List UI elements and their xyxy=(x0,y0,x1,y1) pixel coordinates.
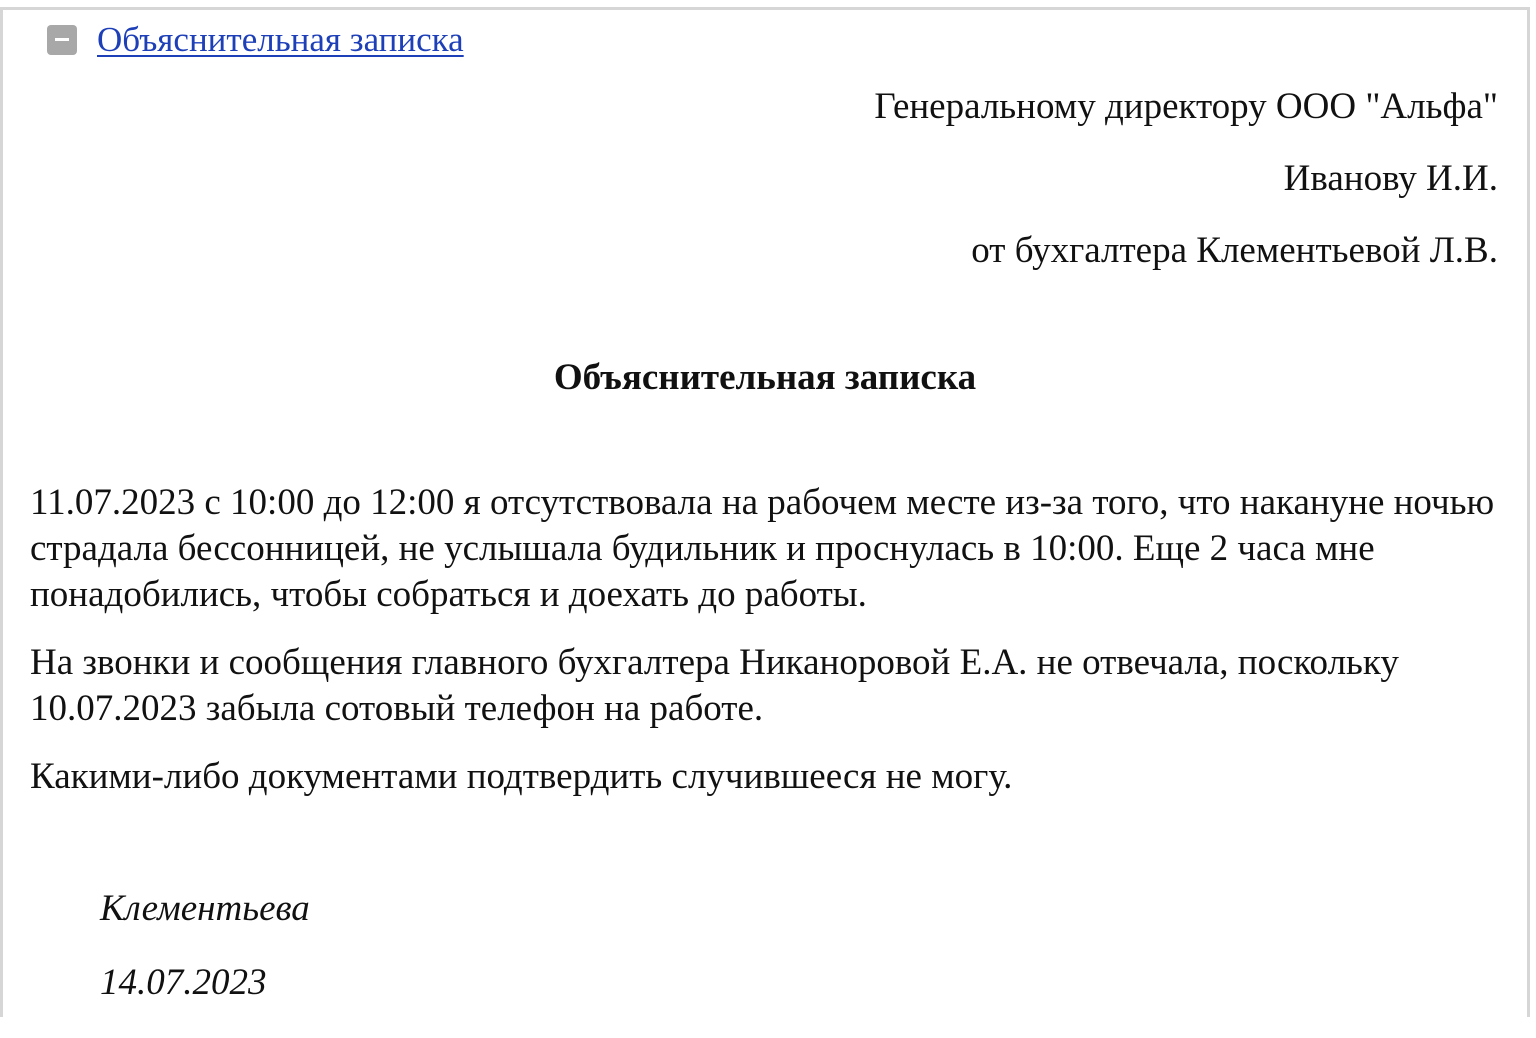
section-title-link[interactable]: Объяснительная записка xyxy=(97,20,464,59)
section-header[interactable] xyxy=(47,20,464,60)
body-paragraph-1: 11.07.2023 с 10:00 до 12:00 я отсутствовала на рабочем месте из-за того, что накануне ночью страдала бессонницей, не услышала будильник и проснулась в 10:00. Еще 2 часа мне понадобились, чтобы собраться и доехать до работы. xyxy=(30,482,1495,615)
signature-name: Клементьева xyxy=(100,888,310,929)
signature-block xyxy=(100,890,310,1038)
signature-date: 14.07.2023 xyxy=(100,962,267,1003)
addressee-line-3: от бухгалтера Клементьевой Л.В. xyxy=(971,230,1498,271)
collapse-minus-icon[interactable] xyxy=(47,25,77,55)
body-paragraph-2: На звонки и сообщения главного бухгалтера Никаноровой Е.А. не отвечала, поскольку 10.07.2023 забыла сотовый телефон на работе. xyxy=(30,642,1399,729)
body-paragraph-3: Какими-либо документами подтвердить случившееся не могу. xyxy=(30,756,1013,797)
document-title: Объяснительная записка xyxy=(553,357,977,398)
addressee-block xyxy=(874,88,1498,304)
addressee-line-1: Генеральному директору ООО "Альфа" xyxy=(874,86,1498,127)
document-frame xyxy=(0,7,1530,1017)
addressee-line-2: Иванову И.И. xyxy=(1283,158,1498,199)
document-body xyxy=(30,480,1510,822)
